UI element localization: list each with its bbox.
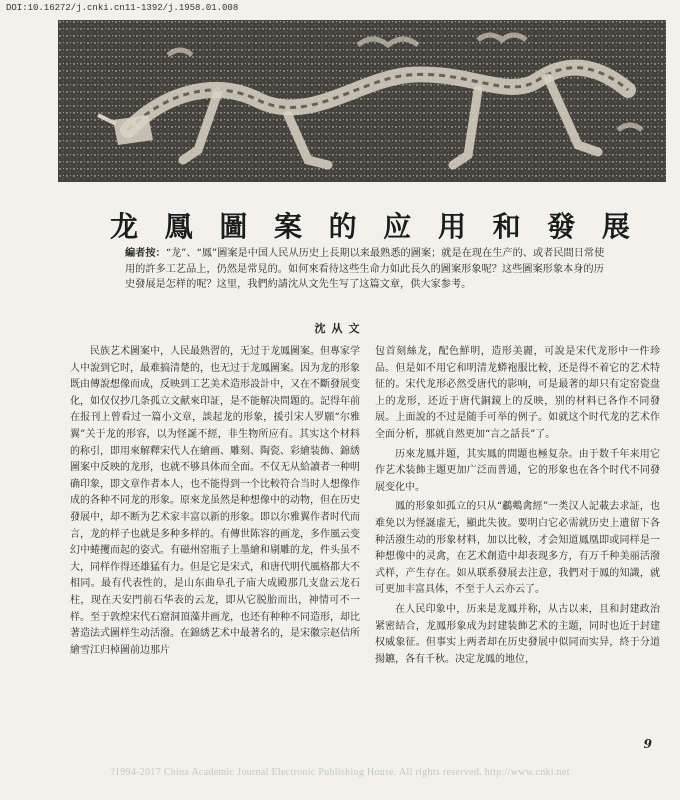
page-number: 9 [643,737,652,751]
editor-note [125,246,605,293]
paragraph: 在人民印象中，历来是龙鳳并称，从古以来，且和封建政治紧密結合，龙鳳形象成为封建装飾艺术的主題，同时也近于封建权威象征。但事实上两者却在历史發展中似同而实异，終于分道揚鑣，各有千秋。决定龙鳳的地位， [375,603,660,665]
title-char: 案 [273,210,302,243]
title-char: 發 [547,210,576,243]
title-char: 用 [437,210,466,243]
right-column [375,344,660,668]
copyright-footer: ?1994-2017 China Academic Journal Electronic Publishing House. All rights reserved. http://www.cnki.net [110,767,570,778]
title-char: 应 [383,210,412,243]
title-char: 的 [328,210,357,243]
paragraph: 民族艺术圖案中，人民最熟習的，无过于龙鳳圖案。但專家学人中說到它时，最难搞清楚的，也无过于龙鳳圖案。因为龙的形象既由傳說想像而成，反映到工艺美术造形設計中，又在不斷發展变化，如仅仅抄几条孤立文献來印証，是不能解决問題的。記得年前在报刊上曾看过一篇小文章，談起龙的形象，援引宋人罗願“尔雅翼”关于龙的形容，以为怪誕不經，非生物所应有。其实这个材料的称引，即用來解釋宋代人在繪画、雕刻、陶瓷、彩繪装飾、錦綉圖案中反映的龙形，也就不够具体而全面。不仅无从給讀者一种明确印象，即文章作者本人，也不能得到一个比較符合当时人想像作成的各种不同龙的形象。原來龙虽然是种想像中的动物，但在历史發展中，却不断为艺术家丰富以新的形象。即以尔雅翼作者时代而言，龙的样子也就是多种多样的。有傳世陈容的画龙，多作風云变幻中蜷攫而起的姿式。有磁州窑瓶子上墨繪和剔雕的龙，件头虽不大，同样作得还雄猛有力。但是它是宋式，和唐代明代風格都大不相同。最有代表性的，是山东曲阜孔子庙大成殿那几支盘云龙石柱，现在天安門前石华表的云龙，即从它脱胎而出，神情可不一样。至于敦煌宋代石窟洞頂藻井画龙，也还有种种不同造形，却比著造法式圖样生动活潑。在錦綉艺术中最著名的，是宋徽宗赵佶所繪雪江归棹圖前边那片 [70,346,360,656]
doi-header: DOI:10.16272/j.cnki.cn11-1392/j.1958.01.008 [6,3,239,13]
dragon-relief-banner [58,20,666,182]
dragon-relief-icon [58,20,666,182]
left-column [70,344,360,659]
paragraph: 鳳的形象如孤立的只从“鷫鷞禽經”一类汉人記載去求証，也难免以为怪誕虚无，顯此失彼。要明白它必需就历史上遺留下各种活潑生动的形象材料，加以比較，才会知道鳳凰即或同样是一种想像中的灵禽，在艺术創造中却表现多方，有万千种美丽活潑式样，产生存在。如从联系發展去注意，我們对于鳳的知識，就可更加丰富具体，不至于人云亦云了。 [375,501,660,596]
paragraph: 历來龙鳳并題，其实鳳的問題也極复杂。由于数千年来用它作艺术装飾主題更加广泛而普通，它的形象也在各个时代不同發展变化中。 [375,448,660,493]
title-char: 圖 [219,210,248,243]
article-title [110,205,630,245]
title-char: 龙 [110,210,139,243]
author-byline: 沈从文 [314,322,366,335]
editor-note-lead: 編者按： [125,247,166,259]
paragraph: 包首刻絲龙，配色鮮明，造形美麗，可說是宋代龙形中一件珍品。但是如不用它和明清龙蟒袍服比較，还是得不着它的艺术特征的。宋代龙形必然受唐代的影响，可是最著的却只有定窑瓷盘上的龙形，还近于唐代銅鏡上的反映，别的材料已各作不同發展。上面說的不过是随手可举的例子。如就这个时代龙的艺术作全面分析，那就自然更加“言之話長”了。 [375,346,660,440]
title-char: 展 [601,210,630,243]
editor-note-body: “龙”、“鳳”圖案是中国人民从历史上長期以来最熟悉的圖案；就是在现在生产的、或者民間日常使用的許多工艺品上，仍然是常見的。如何來看待这些生命力如此長久的圖案形象呢？这些圖案形象本身的历史發展是怎样的呢？这里，我們約請沈从文先生写了这篇文章，供大家参考。 [125,248,605,290]
title-char: 和 [492,210,521,243]
title-char: 鳳 [164,210,193,243]
